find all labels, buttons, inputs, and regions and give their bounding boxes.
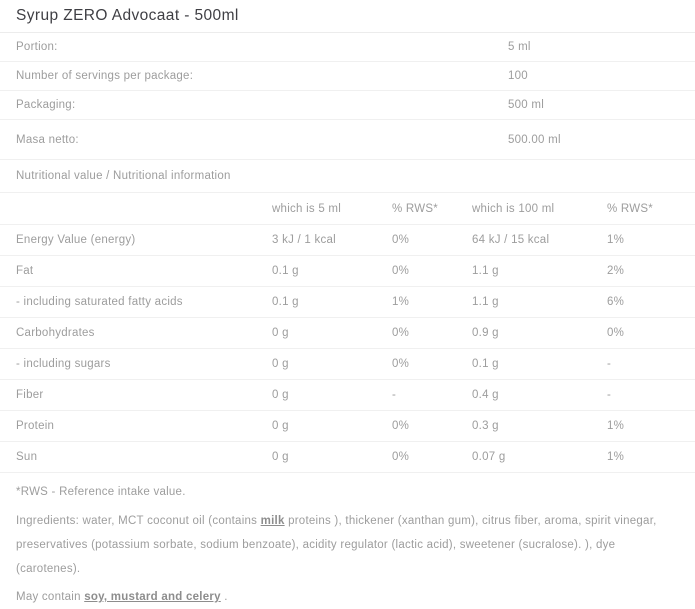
row-rws-100ml: -	[607, 358, 612, 370]
row-label: Fat	[16, 265, 34, 277]
row-rws-100ml: 1%	[607, 234, 625, 246]
row-value-100ml: 0.1 g	[472, 358, 499, 370]
table-row-saturated-fat	[0, 287, 695, 318]
row-value-5ml: 0.1 g	[272, 265, 299, 277]
info-row-portion	[0, 33, 695, 62]
info-label-net-mass: Masa netto:	[16, 133, 79, 146]
table-row-carbohydrates	[0, 318, 695, 349]
product-title-row	[0, 0, 695, 33]
row-value-5ml: 3 kJ / 1 kcal	[272, 234, 336, 246]
col-header-rws-1: % RWS*	[392, 202, 439, 215]
info-value-servings: 100	[508, 70, 528, 82]
col-header-per-5ml: which is 5 ml	[272, 202, 342, 215]
row-rws-100ml: 1%	[607, 451, 625, 463]
row-rws-5ml: 1%	[392, 296, 410, 308]
row-label: Sun	[16, 451, 38, 463]
info-label-servings: Number of servings per package:	[16, 70, 194, 82]
info-row-servings	[0, 62, 695, 91]
nutrition-table-header-row	[0, 193, 695, 225]
info-row-packaging	[0, 91, 695, 120]
may-contain-prefix: May contain	[16, 591, 85, 603]
ingredients-text-end: proteins ), thickener (xanthan gum), citrus fiber, aroma, spirit vinegar, preservatives (potassium sorbate, sodium benzoate), acidity regulator (lactic acid), sweetener (sucralose). ), dye (carotenes).	[16, 515, 657, 575]
table-row-sugars	[0, 349, 695, 380]
row-value-5ml: 0 g	[272, 358, 289, 370]
row-rws-5ml: 0%	[392, 420, 410, 432]
table-row-protein	[0, 411, 695, 442]
page-title: Syrup ZERO Advocaat - 500ml	[16, 7, 239, 24]
may-contain-paragraph	[0, 581, 695, 609]
row-value-100ml: 64 kJ / 15 kcal	[472, 234, 550, 246]
row-value-100ml: 0.9 g	[472, 327, 499, 339]
row-rws-5ml: 0%	[392, 265, 410, 277]
row-label: Protein	[16, 420, 55, 432]
ingredients-paragraph	[0, 499, 695, 581]
info-value-packaging: 500 ml	[508, 99, 545, 111]
row-label: - including saturated fatty acids	[16, 296, 183, 308]
row-rws-5ml: 0%	[392, 234, 410, 246]
table-row-fat	[0, 256, 695, 287]
col-header-rws-2: % RWS*	[607, 202, 654, 215]
row-rws-5ml: 0%	[392, 358, 410, 370]
table-row-energy	[0, 225, 695, 256]
table-row-fiber	[0, 380, 695, 411]
nutrition-section-title: Nutritional value / Nutritional information	[16, 170, 231, 182]
row-value-100ml: 1.1 g	[472, 265, 499, 277]
row-value-100ml: 0.4 g	[472, 389, 499, 401]
rws-footnote	[0, 473, 695, 499]
row-value-5ml: 0 g	[272, 389, 289, 401]
row-rws-100ml: -	[607, 389, 612, 401]
allergens-soy-mustard-celery: soy, mustard and celery	[84, 591, 221, 603]
info-row-net-mass	[0, 120, 695, 160]
table-row-salt	[0, 442, 695, 473]
row-rws-100ml: 1%	[607, 420, 625, 432]
row-label: Fiber	[16, 389, 44, 401]
allergen-milk: milk	[260, 515, 285, 527]
rws-footnote-text: *RWS - Reference intake value.	[16, 486, 186, 498]
may-contain-suffix: .	[220, 591, 228, 603]
nutrition-section-header	[0, 160, 695, 193]
row-rws-5ml: 0%	[392, 327, 410, 339]
row-value-5ml: 0 g	[272, 327, 289, 339]
row-value-100ml: 0.07 g	[472, 451, 506, 463]
info-value-portion: 5 ml	[508, 41, 531, 53]
row-label: Carbohydrates	[16, 327, 95, 339]
row-value-100ml: 1.1 g	[472, 296, 499, 308]
ingredients-text-start: Ingredients: water, MCT coconut oil (contains	[16, 515, 261, 527]
row-rws-5ml: -	[392, 389, 397, 401]
row-rws-100ml: 6%	[607, 296, 625, 308]
row-label: Energy Value (energy)	[16, 234, 136, 246]
row-value-5ml: 0 g	[272, 420, 289, 432]
row-value-100ml: 0.3 g	[472, 420, 499, 432]
row-value-5ml: 0 g	[272, 451, 289, 463]
row-label: - including sugars	[16, 358, 111, 370]
row-rws-100ml: 0%	[607, 327, 625, 339]
row-value-5ml: 0.1 g	[272, 296, 299, 308]
info-label-portion: Portion:	[16, 41, 58, 53]
row-rws-100ml: 2%	[607, 265, 625, 277]
row-rws-5ml: 0%	[392, 451, 410, 463]
info-value-net-mass: 500.00 ml	[508, 133, 561, 146]
info-label-packaging: Packaging:	[16, 99, 76, 111]
col-header-per-100ml: which is 100 ml	[472, 202, 555, 215]
